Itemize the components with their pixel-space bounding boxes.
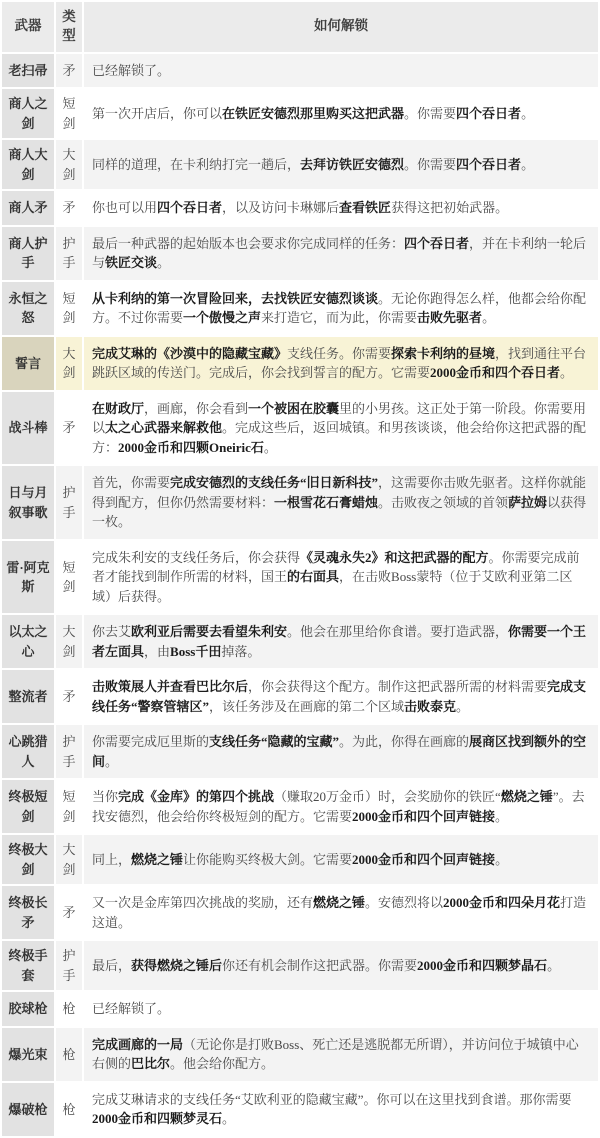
weapon-type-cell: 短剑 bbox=[56, 541, 82, 614]
desc-bold-text: 从卡利纳的第一次冒险回来，去找铁匠安德烈谈谈 bbox=[92, 290, 379, 306]
desc-text: ，由 bbox=[144, 643, 171, 659]
desc-bold-text: 在铁匠安德烈那里购买这把武器 bbox=[222, 106, 405, 122]
unlock-description-cell bbox=[84, 992, 598, 1026]
unlock-description-cell bbox=[84, 466, 598, 539]
table-row bbox=[2, 191, 598, 225]
weapon-name-cell: 整流者 bbox=[2, 670, 54, 723]
desc-text: 。 bbox=[482, 310, 496, 326]
weapon-type-cell: 护手 bbox=[56, 725, 82, 778]
desc-bold-text: 探索卡利纳的昼境 bbox=[391, 345, 496, 361]
desc-bold-text: 2000金币和四朵月花 bbox=[443, 895, 561, 911]
weapon-type-cell: 短剑 bbox=[56, 780, 82, 833]
desc-bold-text: 欧利亚后需要去看望朱利安 bbox=[131, 624, 288, 640]
desc-text: 。 bbox=[521, 106, 535, 122]
unlock-description-cell bbox=[84, 140, 598, 189]
weapon-type-cell: 大剑 bbox=[56, 140, 82, 189]
unlock-description-cell bbox=[84, 615, 598, 668]
desc-bold-text: 巴比尔 bbox=[131, 1056, 171, 1072]
desc-text: 已经解锁了。 bbox=[92, 1001, 171, 1017]
weapon-name-cell: 以太之心 bbox=[2, 615, 54, 668]
unlock-description-cell bbox=[84, 54, 598, 88]
desc-bold-text: 四个吞日者 bbox=[404, 235, 470, 251]
table-row bbox=[2, 1083, 598, 1136]
weapon-type-cell: 短剑 bbox=[56, 282, 82, 335]
weapon-name-cell: 永恒之怒 bbox=[2, 282, 54, 335]
weapon-name-cell: 终极短剑 bbox=[2, 780, 54, 833]
desc-text: 。为此，你得在画廊的 bbox=[339, 734, 470, 750]
table-row bbox=[2, 140, 598, 189]
desc-bold-text: 击败先驱者 bbox=[417, 310, 483, 326]
table-row bbox=[2, 886, 598, 939]
desc-bold-text: 展商区找到额外的空间 bbox=[92, 734, 587, 769]
weapon-type-cell: 大剑 bbox=[56, 337, 82, 390]
desc-bold-text: 《灵魂永失2》和这把武器的配方 bbox=[300, 549, 489, 565]
desc-bold-text: 燃烧之锤 bbox=[131, 852, 184, 868]
desc-bold-text: 太之心武器来解救他 bbox=[105, 420, 223, 436]
table-row bbox=[2, 337, 598, 390]
weapon-type-cell: 短剑 bbox=[56, 89, 82, 138]
desc-text: 。 bbox=[456, 698, 470, 714]
desc-bold-text: 萨拉姆 bbox=[508, 494, 548, 510]
table-row bbox=[2, 725, 598, 778]
header-weapon: 武器 bbox=[2, 2, 54, 52]
weapon-type-cell: 大剑 bbox=[56, 615, 82, 668]
table-body bbox=[2, 54, 598, 1136]
desc-bold-text: 去拜访铁匠安德烈 bbox=[300, 157, 405, 173]
desc-text: 你也可以用 bbox=[92, 200, 158, 216]
desc-bold-text: 击败泰克 bbox=[404, 698, 457, 714]
table-row bbox=[2, 670, 598, 723]
table-row bbox=[2, 941, 598, 990]
desc-bold-text: 一个被困在胶囊 bbox=[248, 400, 340, 416]
weapon-type-cell: 矛 bbox=[56, 54, 82, 88]
desc-text: 又一次是金库第四次挑战的奖励，还有 bbox=[92, 895, 314, 911]
weapon-name-cell: 爆光束 bbox=[2, 1028, 54, 1081]
desc-bold-text: 支线任务“隐藏的宝藏” bbox=[209, 734, 340, 750]
unlock-description-cell bbox=[84, 835, 598, 884]
desc-text: 。完成这些后，返回城镇。和男孩谈谈，他会给你这把武器的配方： bbox=[92, 420, 587, 455]
weapon-name-cell: 商人大剑 bbox=[2, 140, 54, 189]
desc-text: 。 bbox=[157, 255, 171, 271]
unlock-description-cell bbox=[84, 780, 598, 833]
desc-bold-text: 查看铁匠 bbox=[339, 200, 392, 216]
weapon-name-cell: 战斗棒 bbox=[2, 392, 54, 465]
desc-text: 。 bbox=[521, 157, 535, 173]
unlock-description-cell bbox=[84, 191, 598, 225]
table-row bbox=[2, 992, 598, 1026]
desc-bold-text: 四个吞日者 bbox=[456, 106, 522, 122]
desc-text: 。安德烈将以 bbox=[365, 895, 444, 911]
desc-bold-text: 四个吞日者 bbox=[456, 157, 522, 173]
desc-bold-text: 完成安德烈的支线任务“旧日新科技” bbox=[170, 475, 379, 491]
unlock-description-cell bbox=[84, 941, 598, 990]
table-row bbox=[2, 227, 598, 280]
desc-bold-text: 2000金币和四颗梦灵石 bbox=[92, 1111, 223, 1127]
header-type: 类型 bbox=[56, 2, 82, 52]
desc-text: 。他会给你配方。 bbox=[170, 1056, 275, 1072]
desc-text: 同样的道理，在卡利纳打完一趟后， bbox=[92, 157, 301, 173]
desc-bold-text: 燃烧之锤 bbox=[500, 789, 553, 805]
desc-bold-text: 燃烧之锤 bbox=[313, 895, 366, 911]
desc-text: （无论你是打败Boss、死亡还是逃脱都无所谓），并访问位于城镇中心右侧的 bbox=[92, 1036, 579, 1072]
desc-text: 。 bbox=[560, 365, 574, 381]
desc-text: 打造这道。 bbox=[92, 895, 587, 930]
weapon-name-cell: 雷·阿克斯 bbox=[2, 541, 54, 614]
weapon-name-cell: 终极长矛 bbox=[2, 886, 54, 939]
desc-text: 你还有机会制作这把武器。你需要 bbox=[222, 958, 418, 974]
desc-text: 你需要完成厄里斯的 bbox=[92, 734, 210, 750]
desc-bold-text: 2000金币和四个吞日者 bbox=[430, 365, 561, 381]
desc-text: 第一次开店后，你可以 bbox=[92, 106, 223, 122]
desc-bold-text: 2000金币和四个回声链接 bbox=[352, 808, 496, 824]
desc-text: 以获得一枚。 bbox=[92, 494, 587, 530]
unlock-description-cell bbox=[84, 1028, 598, 1081]
weapon-type-cell: 大剑 bbox=[56, 835, 82, 884]
unlock-description-cell bbox=[84, 392, 598, 465]
unlock-description-cell bbox=[84, 282, 598, 335]
desc-bold-text: 的右面具 bbox=[287, 569, 340, 585]
weapon-name-cell: 誓言 bbox=[2, 337, 54, 390]
table-row bbox=[2, 466, 598, 539]
table-row bbox=[2, 1028, 598, 1081]
unlock-description-cell bbox=[84, 89, 598, 138]
desc-text: 。无论你跑得怎么样，他都会给你配方。不过你需要 bbox=[92, 290, 587, 326]
table-header-row bbox=[2, 2, 598, 52]
unlock-description-cell bbox=[84, 227, 598, 280]
table-row bbox=[2, 282, 598, 335]
desc-bold-text: 2000金币和四颗梦晶石 bbox=[417, 958, 548, 974]
desc-bold-text: Boss千田 bbox=[170, 643, 222, 659]
desc-text: 同上， bbox=[92, 852, 132, 868]
desc-bold-text: 一根雪花石膏蜡烛 bbox=[274, 494, 379, 510]
desc-text: 已经解锁了。 bbox=[92, 62, 171, 78]
desc-text: 。 bbox=[495, 852, 509, 868]
weapon-type-cell: 护手 bbox=[56, 466, 82, 539]
table-row bbox=[2, 392, 598, 465]
desc-text: ，这需要你击败先驱者。这样你就能得到配方，但你仍然需要材料： bbox=[92, 475, 587, 510]
desc-text: 首先，你需要 bbox=[92, 475, 171, 491]
desc-text: 里的小男孩。这正处于第一阶段。你需要用以 bbox=[92, 400, 587, 436]
table-row bbox=[2, 541, 598, 614]
desc-bold-text: 2000金币和四颗Oneiric石 bbox=[118, 439, 264, 455]
desc-text: ，画廊，你会看到 bbox=[144, 400, 249, 416]
desc-text: （赚取20万金币）时，会奖励你的铁匠“ bbox=[274, 789, 501, 805]
weapon-name-cell: 日与月叙事歌 bbox=[2, 466, 54, 539]
desc-text: 让你能购买终极大剑。它需要 bbox=[183, 852, 353, 868]
desc-bold-text: 一个傲慢之声 bbox=[183, 310, 262, 326]
desc-bold-text: 你需要一个王者左面具 bbox=[92, 624, 587, 659]
desc-text: 获得这把初始武器。 bbox=[391, 200, 509, 216]
desc-text: ，该任务涉及在画廊的第二个区域 bbox=[209, 698, 405, 714]
weapon-name-cell: 商人矛 bbox=[2, 191, 54, 225]
weapon-type-cell: 护手 bbox=[56, 941, 82, 990]
weapon-type-cell: 矛 bbox=[56, 886, 82, 939]
desc-text: ，找到通往平台跳跃区域的传送门。完成后，你会找到誓言的配方。它需要 bbox=[92, 345, 587, 381]
weapon-type-cell: 枪 bbox=[56, 1028, 82, 1081]
desc-text: 完成朱利安的支线任务后，你会获得 bbox=[92, 549, 301, 565]
unlock-description-cell bbox=[84, 886, 598, 939]
desc-text: 。你需要 bbox=[404, 106, 457, 122]
weapon-name-cell: 终极大剑 bbox=[2, 835, 54, 884]
desc-text: 。击败夜之领域的首领 bbox=[378, 494, 509, 510]
desc-text: ，你会获得这个配方。制作这把武器所需的材料需要 bbox=[248, 679, 548, 695]
desc-text: 。 bbox=[263, 439, 277, 455]
table-row bbox=[2, 615, 598, 668]
desc-bold-text: 四个吞日者 bbox=[157, 200, 223, 216]
unlock-description-cell bbox=[84, 725, 598, 778]
desc-bold-text: 完成画廊的一局 bbox=[92, 1036, 184, 1052]
table-row bbox=[2, 835, 598, 884]
desc-text: 掉落。 bbox=[221, 643, 261, 659]
desc-text: 。你需要完成前者才能找到制作所需的材料，国王 bbox=[92, 549, 580, 585]
weapon-name-cell: 爆破枪 bbox=[2, 1083, 54, 1136]
desc-text: 。 bbox=[222, 1111, 236, 1127]
desc-bold-text: 击败策展人并查看巴比尔后 bbox=[92, 679, 249, 695]
unlock-description-cell bbox=[84, 337, 598, 390]
table-row bbox=[2, 89, 598, 138]
header-unlock: 如何解锁 bbox=[84, 2, 598, 52]
desc-text: 。你需要 bbox=[404, 157, 457, 173]
weapon-type-cell: 枪 bbox=[56, 992, 82, 1026]
desc-text: 完成艾琳请求的支线任务“艾欧利亚的隐藏宝藏”。你可以在这里找到食谱。那你需要 bbox=[92, 1091, 572, 1107]
desc-text: 来打造它，而为此，你需要 bbox=[261, 310, 418, 326]
desc-text: 当你 bbox=[92, 789, 119, 805]
desc-text: 支线任务。你需要 bbox=[287, 345, 392, 361]
unlock-description-cell bbox=[84, 670, 598, 723]
weapon-type-cell: 护手 bbox=[56, 227, 82, 280]
weapon-name-cell: 商人护手 bbox=[2, 227, 54, 280]
table-row bbox=[2, 54, 598, 88]
weapon-type-cell: 矛 bbox=[56, 670, 82, 723]
desc-text: 。 bbox=[547, 958, 561, 974]
desc-text: 。他会在那里给你食谱。要打造武器， bbox=[287, 624, 509, 640]
weapon-name-cell: 心跳猎人 bbox=[2, 725, 54, 778]
weapon-type-cell: 矛 bbox=[56, 191, 82, 225]
desc-bold-text: 2000金币和四个回声链接 bbox=[352, 852, 496, 868]
unlock-description-cell bbox=[84, 541, 598, 614]
weapon-type-cell: 枪 bbox=[56, 1083, 82, 1136]
desc-bold-text: 获得燃烧之锤后 bbox=[131, 958, 223, 974]
weapon-name-cell: 终极手套 bbox=[2, 941, 54, 990]
desc-text: ，并在卡利纳一轮后与 bbox=[92, 235, 587, 271]
desc-bold-text: 完成支线任务“警察管辖区” bbox=[92, 679, 587, 714]
desc-bold-text: 完成艾琳的《沙漠中的隐藏宝藏》 bbox=[92, 345, 288, 361]
desc-bold-text: 铁匠交谈 bbox=[105, 255, 158, 271]
weapon-type-cell: 矛 bbox=[56, 392, 82, 465]
weapon-name-cell: 老扫帚 bbox=[2, 54, 54, 88]
desc-text: 最后， bbox=[92, 958, 132, 974]
desc-text: ”。去找安德烈，他会给你终极短剑的配方。它需要 bbox=[92, 789, 585, 824]
desc-bold-text: 在财政厅 bbox=[92, 400, 145, 416]
weapon-name-cell: 商人之剑 bbox=[2, 89, 54, 138]
unlock-description-cell bbox=[84, 1083, 598, 1136]
desc-text: 你去艾 bbox=[92, 624, 132, 640]
desc-text: ，在击败Boss蒙特（位于艾欧利亚第二区域）后获得。 bbox=[92, 569, 573, 604]
desc-text: 最后一种武器的起始版本也会要求你完成同样的任务： bbox=[92, 235, 405, 251]
desc-text: ，以及访问卡琳娜后 bbox=[222, 200, 340, 216]
desc-bold-text: 完成《金库》的第四个挑战 bbox=[118, 789, 275, 805]
table-row bbox=[2, 780, 598, 833]
weapon-name-cell: 胶球枪 bbox=[2, 992, 54, 1026]
desc-text: 。 bbox=[495, 808, 509, 824]
desc-text: 。 bbox=[105, 753, 119, 769]
